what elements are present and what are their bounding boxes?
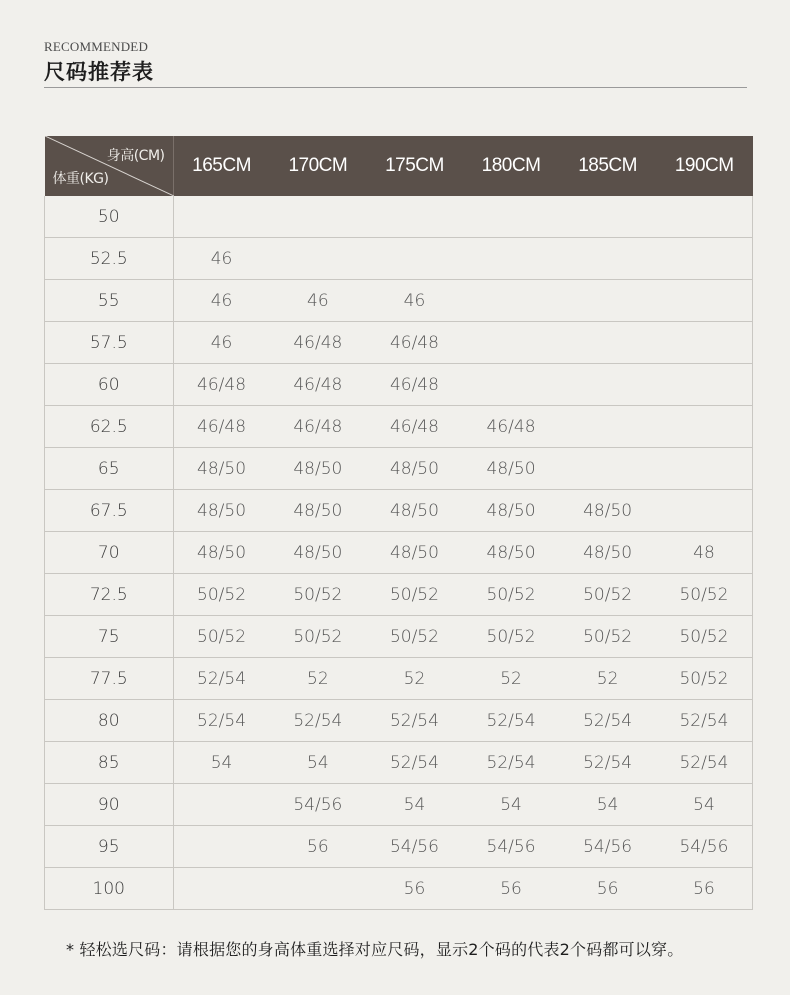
size-cell: 56 [559,868,656,910]
size-cell: 50/52 [656,574,753,616]
table-row [45,196,753,238]
size-cell: 46 [173,280,270,322]
size-cell: 52 [270,658,367,700]
size-cell [656,322,753,364]
size-cell: 48 [656,532,753,574]
table-body [45,196,753,910]
size-cell: 46 [173,238,270,280]
size-cell: 46 [366,280,463,322]
size-cell: 54 [463,784,560,826]
size-cell: 46/48 [270,322,367,364]
weight-cell: 80 [45,700,174,742]
size-chart-table [44,136,753,910]
table-row [45,784,753,826]
size-cell: 50/52 [366,616,463,658]
size-cell [559,448,656,490]
size-cell: 52/54 [559,742,656,784]
size-cell: 54/56 [463,826,560,868]
size-cell: 46/48 [366,364,463,406]
weight-cell: 70 [45,532,174,574]
size-cell: 48/50 [270,448,367,490]
table-row [45,322,753,364]
size-cell: 54/56 [270,784,367,826]
size-cell: 46/48 [366,322,463,364]
weight-cell: 67.5 [45,490,174,532]
eyebrow-label: RECOMMENDED [44,39,149,54]
size-cell: 52/54 [173,658,270,700]
size-cell: 48/50 [173,490,270,532]
size-cell [270,238,367,280]
size-cell [559,280,656,322]
size-cell [173,826,270,868]
size-cell [270,196,367,238]
size-cell: 52 [366,658,463,700]
weight-cell: 75 [45,616,174,658]
size-cell: 56 [463,868,560,910]
size-cell [656,196,753,238]
size-cell [559,196,656,238]
size-cell: 52 [463,658,560,700]
size-cell: 50/52 [559,616,656,658]
size-cell: 50/52 [656,616,753,658]
size-cell: 52/54 [366,742,463,784]
size-cell: 54/56 [656,826,753,868]
size-cell: 50/52 [463,574,560,616]
size-cell [559,406,656,448]
size-cell [656,406,753,448]
size-cell: 54 [559,784,656,826]
size-cell: 52/54 [656,700,753,742]
size-cell [173,784,270,826]
height-axis-label: 身高(CM) [106,148,165,164]
weight-cell: 85 [45,742,174,784]
size-cell: 48/50 [463,448,560,490]
size-cell: 46/48 [270,364,367,406]
size-cell: 50/52 [656,658,753,700]
size-cell: 50/52 [173,574,270,616]
size-cell: 54 [366,784,463,826]
size-cell: 52 [559,658,656,700]
size-cell: 46/48 [366,406,463,448]
size-cell: 48/50 [463,490,560,532]
size-cell: 50/52 [270,574,367,616]
size-cell: 50/52 [270,616,367,658]
size-cell: 48/50 [366,490,463,532]
size-cell [463,238,560,280]
size-cell: 50/52 [559,574,656,616]
column-header-190: 190CM [656,136,753,196]
size-cell: 48/50 [173,448,270,490]
size-cell: 48/50 [173,532,270,574]
weight-cell: 62.5 [45,406,174,448]
weight-cell: 77.5 [45,658,174,700]
size-cell: 46 [270,280,367,322]
size-cell: 52/54 [559,700,656,742]
size-cell: 52/54 [463,742,560,784]
size-cell [559,322,656,364]
column-header-180: 180CM [463,136,560,196]
size-cell: 46/48 [173,406,270,448]
size-cell: 52/54 [656,742,753,784]
table-row [45,658,753,700]
size-cell: 54 [656,784,753,826]
title-divider [44,87,747,88]
column-header-175: 175CM [366,136,463,196]
size-cell: 48/50 [559,532,656,574]
size-cell [656,364,753,406]
size-cell: 48/50 [559,490,656,532]
weight-cell: 57.5 [45,322,174,364]
size-cell: 48/50 [366,532,463,574]
weight-cell: 50 [45,196,174,238]
size-cell: 46 [173,322,270,364]
weight-cell: 65 [45,448,174,490]
size-cell [463,364,560,406]
table-row [45,532,753,574]
size-cell: 52/54 [463,700,560,742]
size-cell [656,238,753,280]
page-title: 尺码推荐表 [44,60,154,84]
size-cell [270,868,367,910]
size-cell: 54/56 [366,826,463,868]
size-cell [463,280,560,322]
size-cell [366,238,463,280]
table-row [45,364,753,406]
size-cell: 50/52 [173,616,270,658]
table-row [45,700,753,742]
size-cell: 46/48 [173,364,270,406]
size-cell [463,322,560,364]
size-cell: 48/50 [270,490,367,532]
table-row [45,742,753,784]
table-row [45,616,753,658]
weight-cell: 52.5 [45,238,174,280]
weight-cell: 60 [45,364,174,406]
size-cell [366,196,463,238]
size-cell [656,280,753,322]
size-cell: 52/54 [366,700,463,742]
size-cell: 54 [173,742,270,784]
table-row [45,238,753,280]
size-cell: 48/50 [463,532,560,574]
weight-axis-label: 体重(KG) [52,171,109,187]
size-cell [656,448,753,490]
size-cell: 46/48 [463,406,560,448]
column-header-165: 165CM [173,136,270,196]
size-cell: 46/48 [270,406,367,448]
weight-cell: 100 [45,868,174,910]
size-cell: 54 [270,742,367,784]
size-cell: 56 [656,868,753,910]
size-cell [656,490,753,532]
table-header-row [45,136,753,196]
size-cell: 48/50 [366,448,463,490]
size-cell [559,364,656,406]
size-cell [173,196,270,238]
size-cell: 54/56 [559,826,656,868]
weight-cell: 90 [45,784,174,826]
table-row [45,280,753,322]
size-cell: 48/50 [270,532,367,574]
size-cell [559,238,656,280]
size-cell: 50/52 [366,574,463,616]
column-header-170: 170CM [270,136,367,196]
table-row [45,826,753,868]
size-guide-note: * 轻松选尺码：请根据您的身高体重选择对应尺码，显示2个码的代表2个码都可以穿。 [66,940,684,959]
size-cell: 50/52 [463,616,560,658]
size-cell: 56 [366,868,463,910]
size-cell [173,868,270,910]
weight-cell: 72.5 [45,574,174,616]
weight-cell: 95 [45,826,174,868]
table-row [45,448,753,490]
weight-cell: 55 [45,280,174,322]
table-row [45,406,753,448]
column-header-185: 185CM [559,136,656,196]
size-cell: 56 [270,826,367,868]
size-cell [463,196,560,238]
table-row [45,490,753,532]
table-row [45,868,753,910]
table-row [45,574,753,616]
size-cell: 52/54 [270,700,367,742]
corner-header-cell [45,136,174,196]
size-cell: 52/54 [173,700,270,742]
